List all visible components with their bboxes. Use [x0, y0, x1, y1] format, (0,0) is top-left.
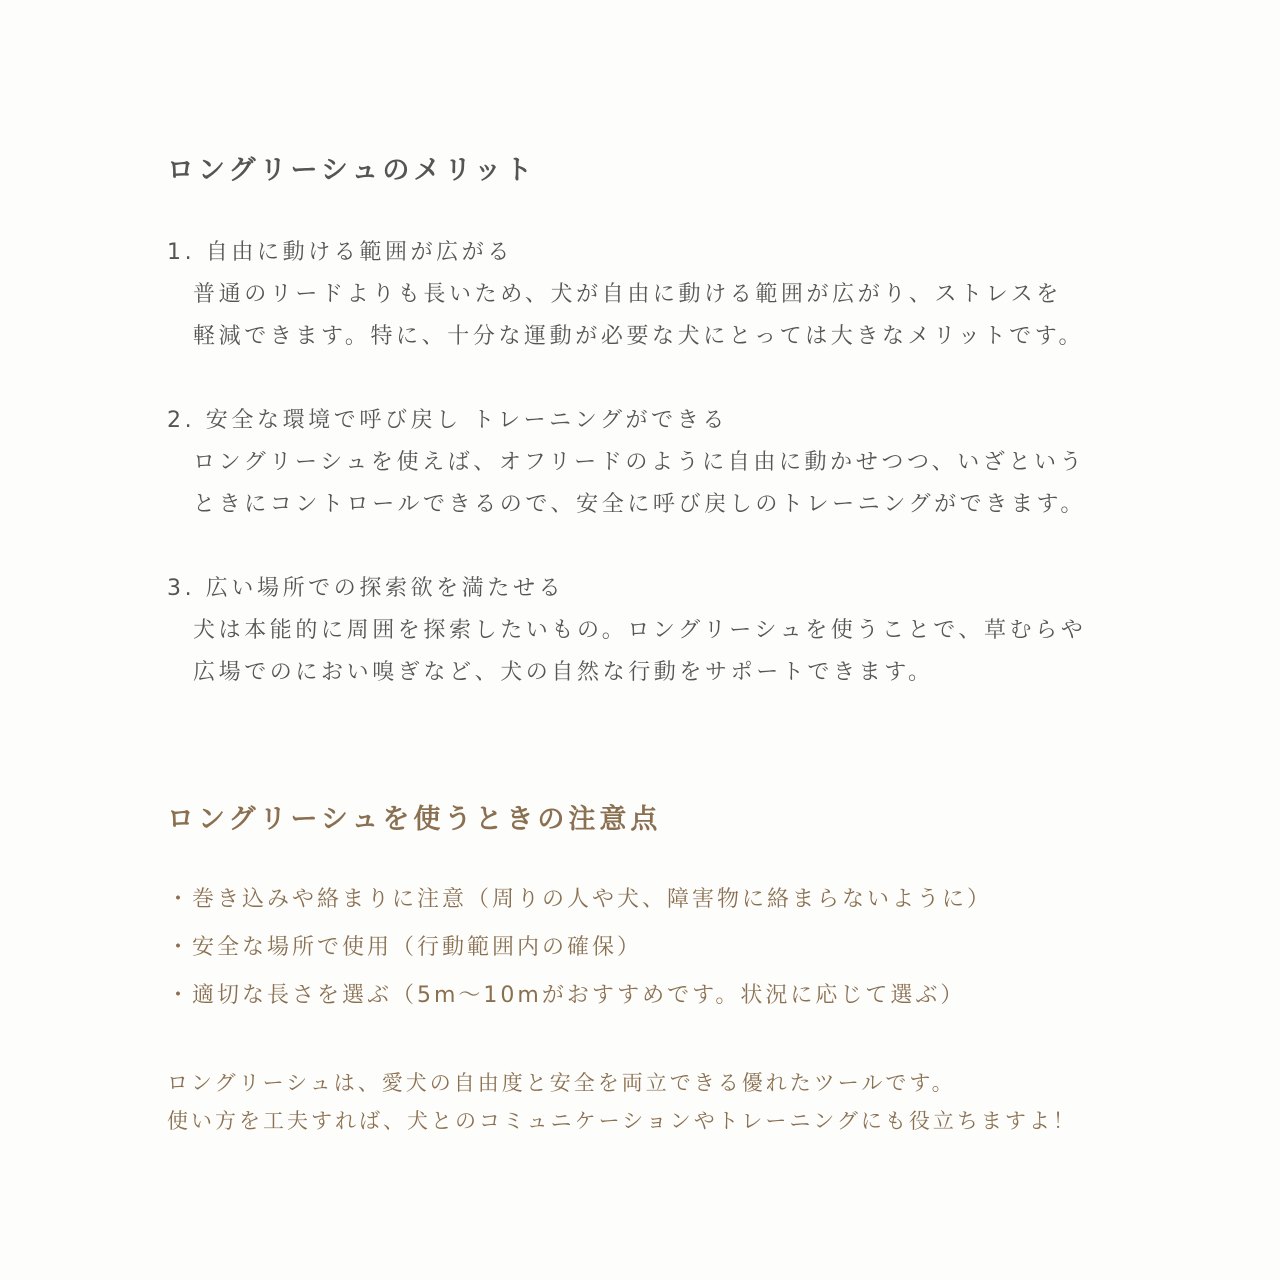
merit-heading: ロングリーシュのメリット: [167, 155, 537, 186]
merit-item-1: [167, 232, 1084, 358]
caution-item: ・巻き込みや絡まりに注意（周りの人や犬、障害物に絡まらないように）: [167, 887, 993, 912]
merit-item-line: ときにコントロールできるので、安全に呼び戻しのトレーニングができます。: [193, 492, 1086, 517]
caution-item: ・安全な場所で使用（行動範囲内の確保）: [167, 935, 643, 960]
closing-line: 使い方を工夫すれば、犬とのコミュニケーションやトレーニングにも役立ちますよ！: [167, 1109, 1077, 1133]
closing-line: ロングリーシュは、愛犬の自由度と安全を両立できる優れたツールです。: [167, 1071, 956, 1095]
merit-item-title: 1. 自由に動ける範囲が広がる: [167, 240, 513, 265]
closing-message: [167, 1064, 1077, 1140]
caution-list: [167, 876, 992, 1020]
merit-item-line: 普通のリードよりも長いため、犬が自由に動ける範囲が広がり、ストレスを: [193, 282, 1062, 307]
merit-item-line: 広場でのにおい嗅ぎなど、犬の自然な行動をサポートできます。: [193, 660, 934, 685]
merit-item-title: 3. 広い場所での探索欲を満たせる: [167, 576, 565, 601]
merit-item-line: 犬は本能的に周囲を探索したいもの。ロングリーシュを使うことで、草むらや: [193, 618, 1087, 643]
caution-heading: ロングリーシュを使うときの注意点: [167, 804, 662, 835]
merit-item-line: 軽減できます。特に、十分な運動が必要な犬にとっては大きなメリットです。: [193, 324, 1085, 349]
merit-item-line: ロングリーシュを使えば、オフリードのように自由に動かせつつ、いざという: [193, 450, 1086, 475]
caution-item: ・適切な長さを選ぶ（5m〜10mがおすすめです。状況に応じて選ぶ）: [167, 983, 966, 1008]
merit-item-2: [167, 400, 1086, 526]
merit-item-3: [167, 568, 1086, 694]
merit-item-title: 2. 安全な環境で呼び戻し トレーニングができる: [167, 408, 728, 433]
